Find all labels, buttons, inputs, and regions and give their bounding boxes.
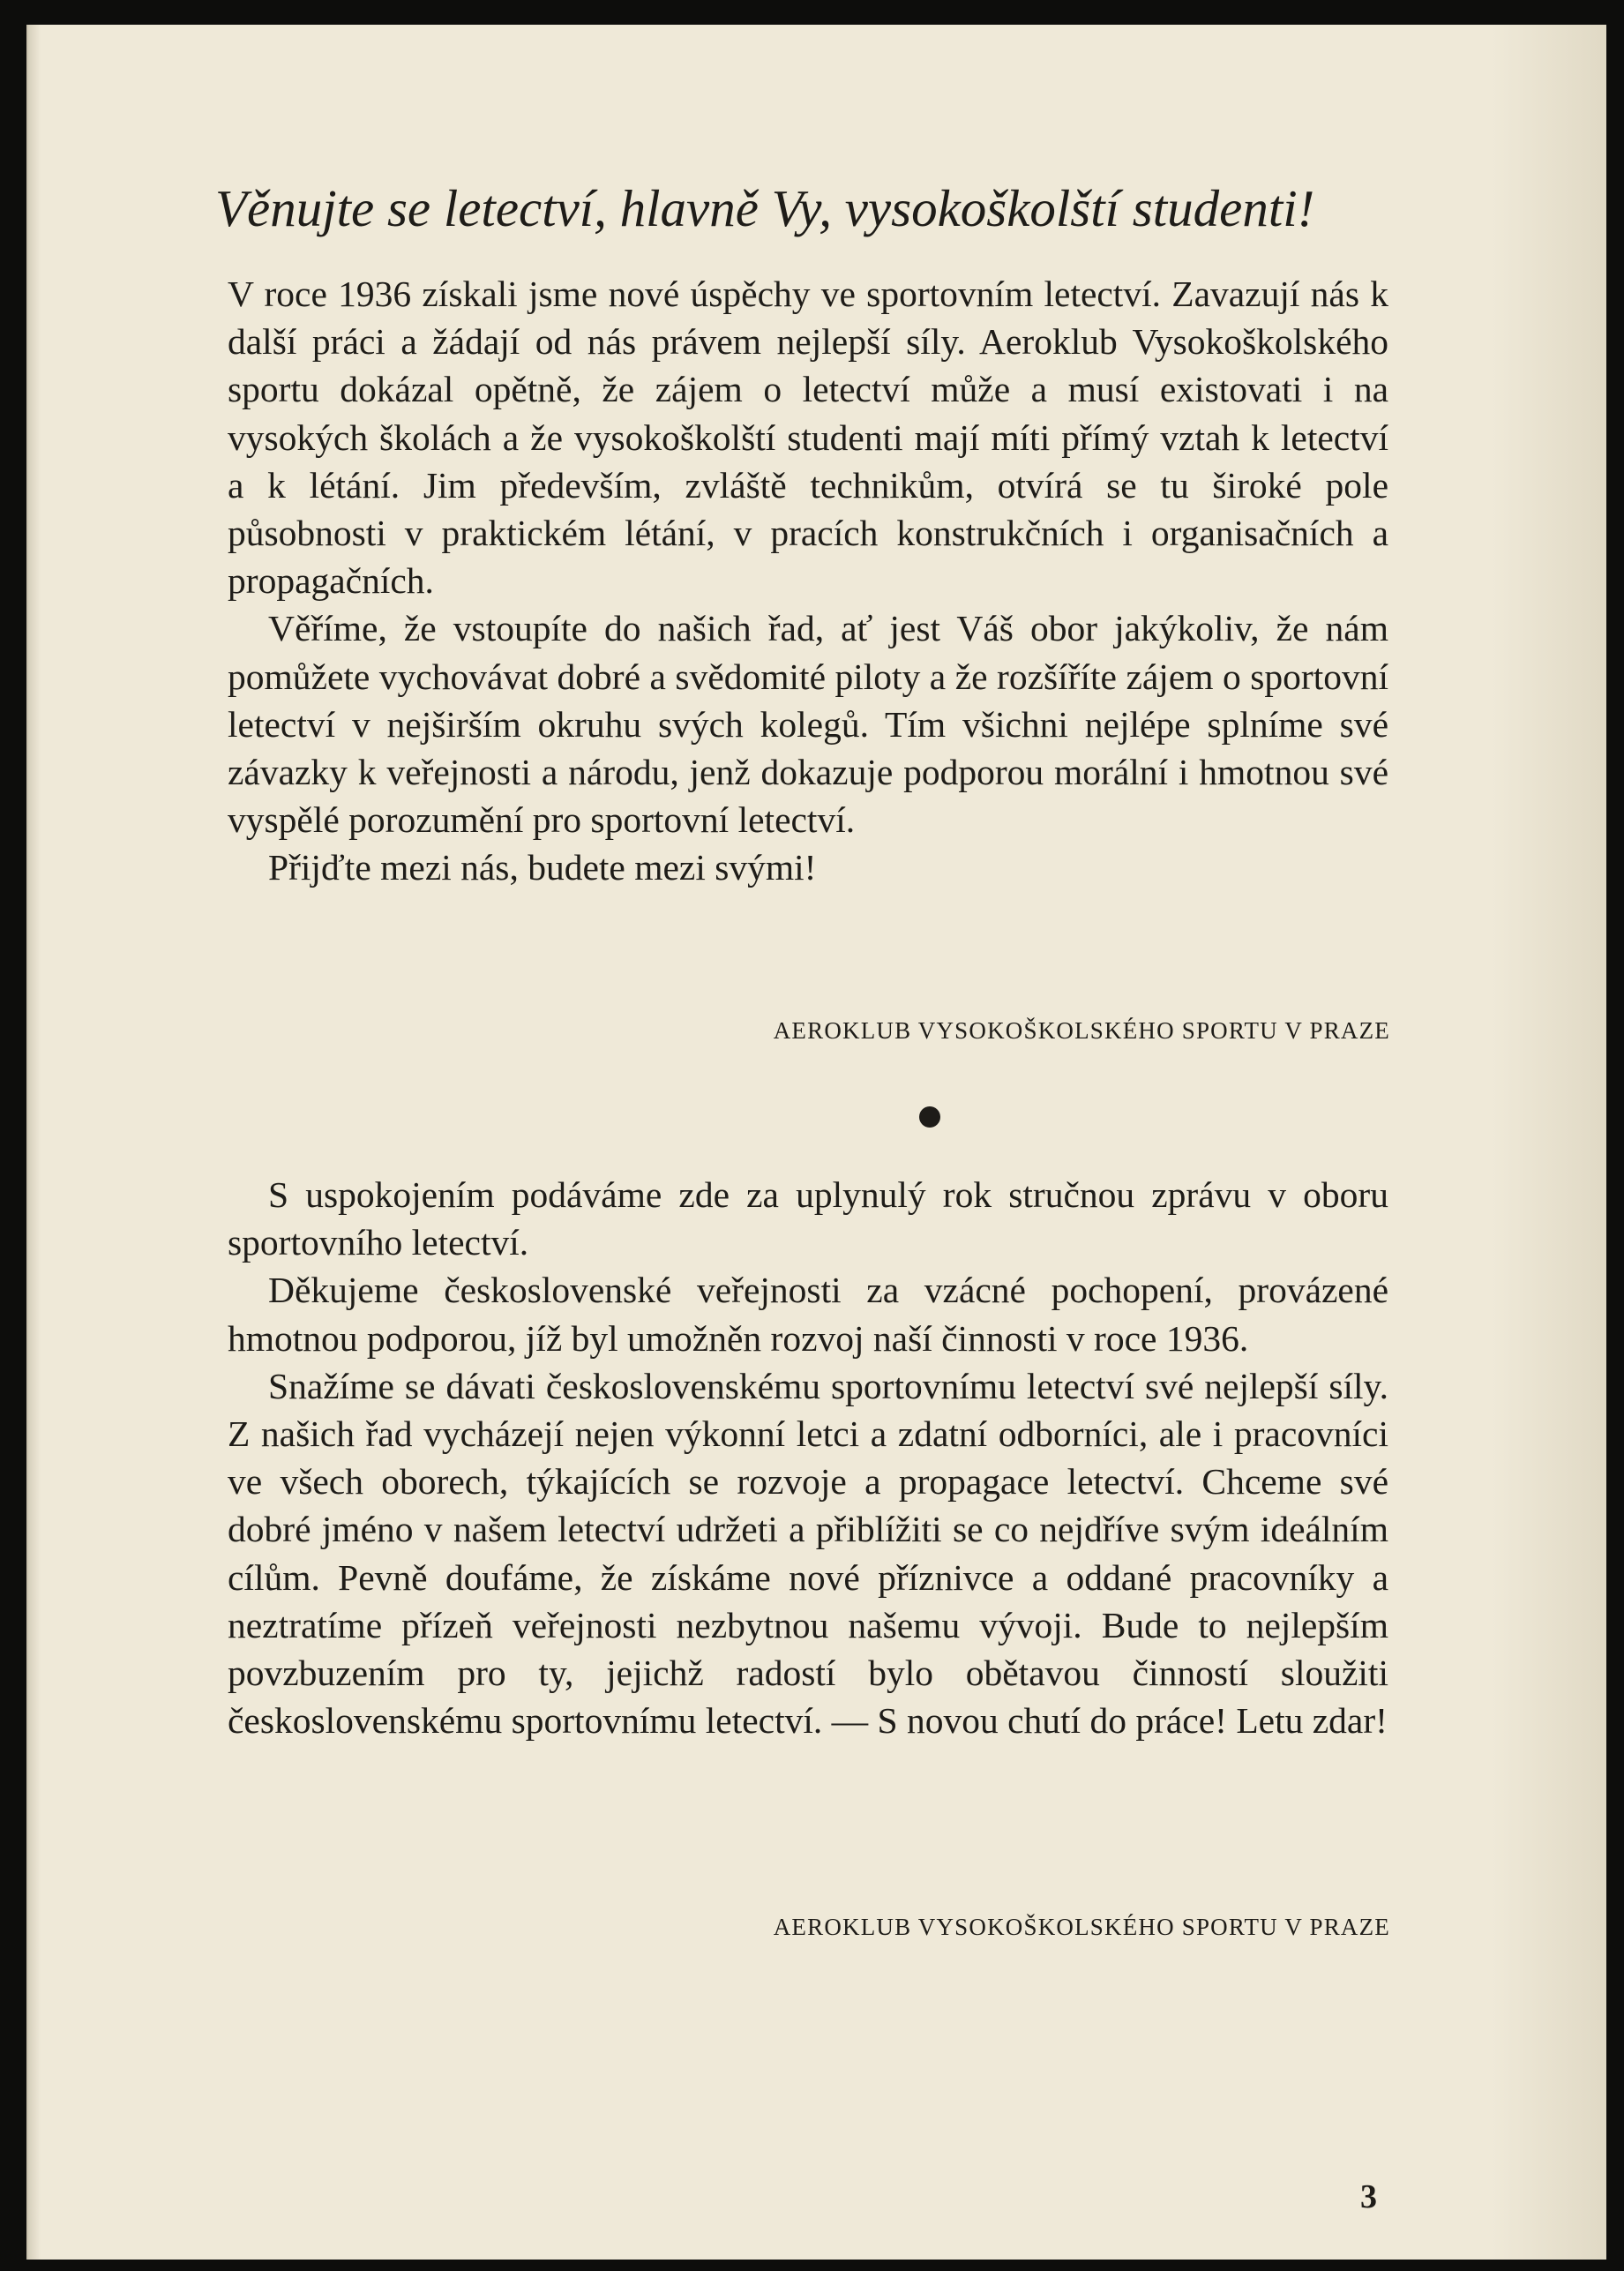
paragraph-report-1: S uspokojením podáváme zde za uplynulý rok stručnou zprávu v oboru sportovního letectví. [228, 1174, 1388, 1263]
paragraph-appeal-1: V roce 1936 získali jsme nové úspěchy ve sportovním letectví. Zavazují nás k další práci a žádají od nás právem nejlepší síly. Aeroklub Vysokoškolského sportu dokázal opětně, že zájem o letectví může a musí existovati i na vysokých školách a že vysokoškolští studenti mají míti přímý vztah k letectví a k létání. Jim především, zvláště technikům, otvírá se tu široké pole působnosti v praktickém létání, v pracích konstrukčních i organisačních a propagačních. [228, 274, 1388, 602]
paragraph-report-2: Děkujeme československé veřejnosti za vzácné pochopení, provázené hmotnou podporou, jíž byl umožněn rozvoj naší činnosti v roce 1936. [228, 1270, 1388, 1359]
document-page [26, 25, 1606, 2260]
section-appeal [228, 270, 1388, 892]
page-edge-tinge [1492, 25, 1606, 2260]
page-heading: Věnujte se letectví, hlavně Vy, vysokoškolští studenti! [215, 179, 1315, 237]
paragraph-appeal-3: Přijďte mezi nás, budete mezi svými! [268, 847, 817, 888]
section-report [228, 1171, 1388, 1744]
signature-appeal: AEROKLUB VYSOKOŠKOLSKÉHO SPORTU V PRAZE [773, 1017, 1390, 1044]
paragraph-report-3: Snažíme se dávati československému sportovnímu letectví své nejlepší síly. Z našich řad vycházejí nejen výkonní letci a zdatní odborníci, ale i pracovníci ve všech oborech, týkajících se rozvoje a propagace letectví. Chceme své dobré jméno v našem letectví udržeti a přiblížiti se co nejdříve svým ideálním cílům. Pevně doufáme, že získáme nové příznivce a oddané pracovníky a neztratíme přízeň veřejnosti nezbytnou našemu vývoji. Bude to nejlepším povzbuzením pro ty, jejichž radostí bylo obětavou činností sloužiti československému sportovnímu letectví. — S novou chutí do práce! Letu zdar! [228, 1365, 1388, 1742]
section-divider-bullet [919, 1106, 940, 1128]
signature-report: AEROKLUB VYSOKOŠKOLSKÉHO SPORTU V PRAZE [773, 1914, 1390, 1940]
page-number: 3 [1360, 2178, 1377, 2215]
paragraph-appeal-2: Věříme, že vstoupíte do našich řad, ať jest Váš obor jakýkoliv, že nám pomůžete vychovávat dobré a svědomité piloty a že rozšíříte zájem o sportovní letectví v nejširším okruhu svých kolegů. Tím všichni nejlépe splníme své závazky k veřejnosti a národu, jenž dokazuje podporou morální i hmotnou své vyspělé porozumění pro sportovní letectví. [228, 608, 1388, 841]
